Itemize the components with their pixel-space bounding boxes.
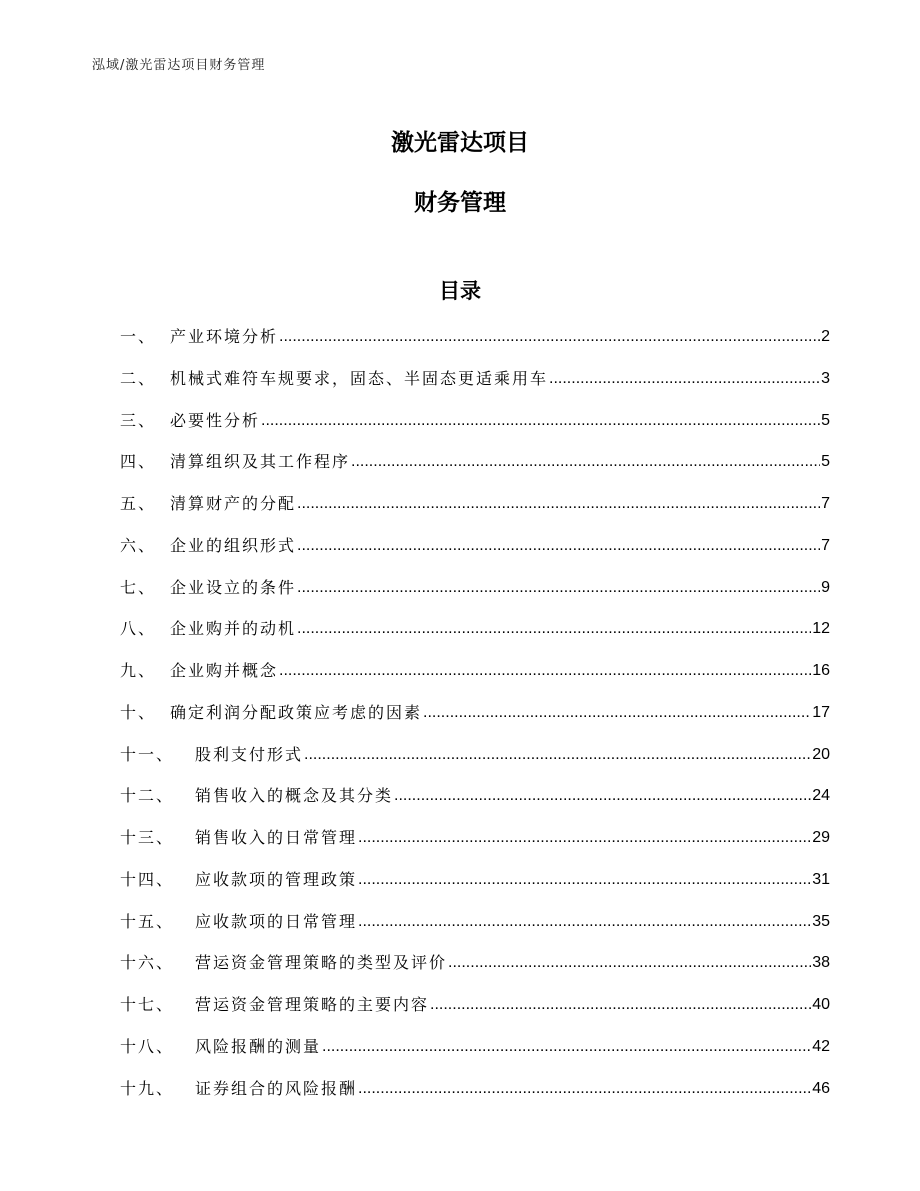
toc-dot-leader [297,618,811,640]
toc-dot-leader [358,869,811,891]
toc-entry-page: 9 [821,578,830,596]
toc-entry[interactable] [120,451,830,493]
toc-entry-number: 八、 [120,619,157,639]
toc-entry[interactable] [120,1078,830,1120]
toc-entry-label: 清算财产的分配 [170,494,297,513]
toc-entry-page: 7 [821,495,830,512]
toc-entry-number: 四、 [120,452,157,472]
toc-entry-number: 七、 [120,577,157,597]
toc-entry-page: 16 [812,662,830,679]
table-of-contents [120,326,830,1119]
toc-entry[interactable] [120,577,830,619]
toc-entry[interactable] [120,410,830,452]
toc-entry-label: 风险报酬的测量 [195,1036,322,1056]
toc-entry-number: 十四、 [120,869,175,889]
toc-entry[interactable] [120,911,830,953]
toc-entry-number: 十二、 [120,786,175,806]
toc-entry-label: 产业环境分析 [170,327,279,346]
toc-entry-page: 40 [812,996,830,1013]
toc-entry[interactable] [120,326,830,368]
toc-entry-label: 企业的组织形式 [170,535,297,555]
toc-entry-page: 24 [812,787,830,805]
toc-entry-number: 六、 [120,535,157,555]
document-title: 激光雷达项目 [391,130,529,156]
toc-entry-number: 十八、 [120,1036,175,1056]
toc-entry[interactable] [120,994,830,1036]
toc-entry-page: 17 [812,703,830,721]
toc-entry-label: 企业购并的动机 [170,619,297,639]
toc-entry-page: 35 [812,912,830,930]
toc-entry-label: 证券组合的风险报酬 [195,1078,358,1098]
toc-dot-leader [448,952,811,974]
toc-entry-page: 29 [812,829,830,846]
toc-entry[interactable] [120,785,830,827]
toc-heading: 目录 [439,279,481,303]
toc-entry-number: 十五、 [120,911,175,931]
toc-dot-leader [297,535,820,557]
toc-dot-leader [351,451,820,473]
toc-entry-page: 42 [812,1037,830,1055]
toc-dot-leader [279,326,820,348]
toc-entry[interactable] [120,827,830,869]
toc-dot-leader [297,493,820,515]
toc-entry[interactable] [120,618,830,660]
toc-entry-page: 20 [812,745,830,763]
toc-entry-number: 十六、 [120,953,175,973]
toc-entry-number: 十七、 [120,995,175,1014]
toc-entry-number: 五、 [120,494,157,513]
toc-entry-label: 应收款项的管理政策 [195,869,358,889]
toc-entry-label: 企业设立的条件 [170,577,297,597]
toc-entry[interactable] [120,869,830,911]
toc-entry[interactable] [120,493,830,535]
toc-entry-label: 确定利润分配政策应考虑的因素 [170,702,423,722]
toc-entry-number: 十一、 [120,744,175,764]
toc-entry-page: 3 [821,369,830,387]
toc-entry-number: 十三、 [120,828,175,847]
toc-dot-leader [423,702,811,724]
toc-entry-page: 2 [821,328,830,345]
toc-entry-number: 一、 [120,327,157,346]
running-header: 泓域/激光雷达项目财务管理 [92,58,266,73]
toc-entry[interactable] [120,535,830,577]
toc-entry-page: 38 [812,954,830,972]
toc-dot-leader [261,410,820,432]
toc-dot-leader [304,744,811,766]
toc-entry-page: 31 [812,870,830,888]
toc-dot-leader [358,827,811,849]
toc-entry-label: 销售收入的概念及其分类 [195,786,394,806]
toc-entry-label: 股利支付形式 [195,744,304,764]
toc-entry-page: 12 [812,620,830,638]
toc-entry-page: 46 [812,1079,830,1097]
toc-entry-label: 企业购并概念 [170,661,279,680]
toc-dot-leader [297,577,820,599]
document-subtitle: 财务管理 [414,190,506,216]
toc-dot-leader [358,1078,811,1100]
toc-dot-leader [394,785,811,807]
toc-entry-label: 清算组织及其工作程序 [170,452,351,472]
toc-entry-number: 二、 [120,368,157,388]
toc-entry-label: 应收款项的日常管理 [195,911,358,931]
toc-entry-label: 营运资金管理策略的类型及评价 [195,953,448,973]
toc-entry[interactable] [120,702,830,744]
toc-entry-page: 5 [821,411,830,429]
toc-entry-label: 必要性分析 [170,410,261,430]
toc-dot-leader [358,911,811,933]
toc-entry-number: 十、 [120,702,157,722]
toc-entry[interactable] [120,1036,830,1078]
toc-entry-page: 5 [821,453,830,471]
toc-entry-page: 7 [821,536,830,554]
toc-dot-leader [322,1036,811,1058]
toc-entry[interactable] [120,660,830,702]
toc-entry-label: 销售收入的日常管理 [195,828,358,847]
toc-entry-label: 机械式难符车规要求，固态、半固态更适乘用车 [170,368,549,388]
toc-dot-leader [279,660,811,682]
toc-entry-label: 营运资金管理策略的主要内容 [195,995,430,1014]
toc-entry[interactable] [120,952,830,994]
toc-entry[interactable] [120,744,830,786]
toc-entry-number: 三、 [120,410,157,430]
toc-entry[interactable] [120,368,830,410]
toc-dot-leader [430,994,811,1016]
toc-entry-number: 十九、 [120,1078,175,1098]
toc-dot-leader [549,368,820,390]
toc-entry-number: 九、 [120,661,157,680]
